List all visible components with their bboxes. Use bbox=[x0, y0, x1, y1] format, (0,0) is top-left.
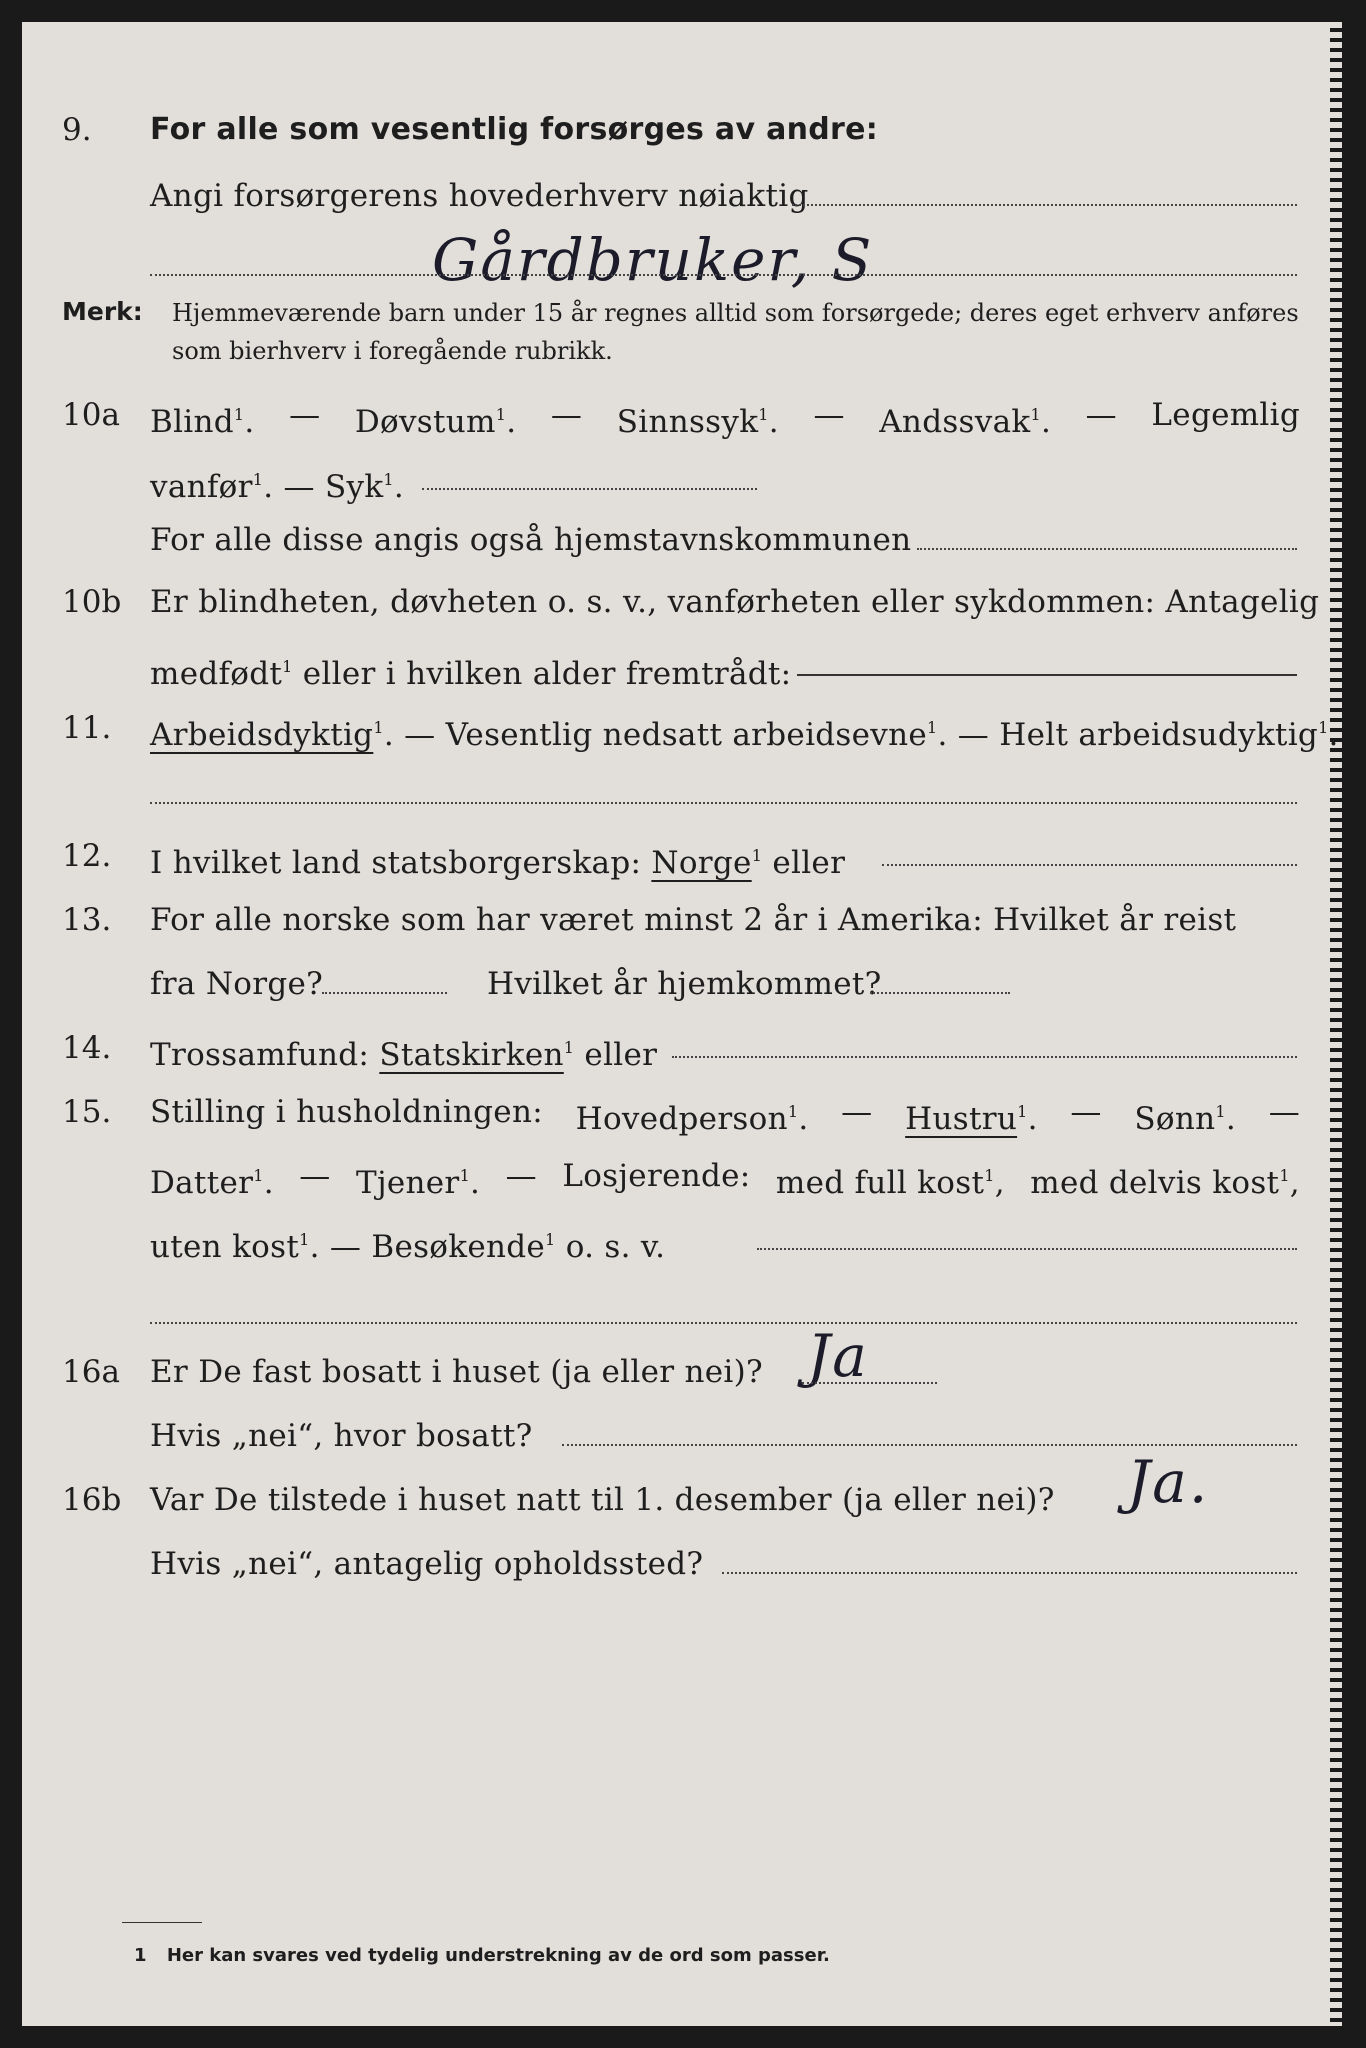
q12-line: I hvilket land statsborgerskap: Norge$^1$ eller bbox=[150, 845, 846, 881]
q10a-line2: vanfør$^1$. — Syk$^1$. bbox=[150, 469, 405, 505]
opt-delviskost: med delvis kost bbox=[1030, 1165, 1280, 1201]
merk-text: Hjemmeværende barn under 15 år regnes alltid som forsørgede; deres eget erhverv anføres som bierhverv i foregående rubrikk. bbox=[172, 299, 1299, 365]
q10b-fill-line bbox=[797, 674, 1297, 676]
q15-fill-line bbox=[757, 1248, 1297, 1250]
q14-prefix: Trossamfund: bbox=[150, 1037, 370, 1073]
q12-prefix: I hvilket land statsborgerskap: bbox=[150, 845, 642, 881]
opt-sonn: Sønn bbox=[1134, 1101, 1216, 1137]
q16b-fill-line bbox=[722, 1572, 1297, 1574]
q16a-fill-line2 bbox=[562, 1444, 1297, 1446]
footnote bbox=[134, 1945, 830, 1966]
q9-handwritten-answer: Gårdbruker, S bbox=[432, 226, 874, 294]
footnote-rule bbox=[122, 1922, 202, 1923]
q13-fill-line1 bbox=[322, 992, 447, 994]
q9-line2: Angi forsørgerens hovederhverv nøiaktig bbox=[150, 178, 809, 214]
q12-suffix: eller bbox=[772, 845, 846, 881]
q13-part1: fra Norge? bbox=[150, 966, 324, 1002]
opt-tjener: Tjener bbox=[355, 1165, 460, 1201]
q9-heading: For alle som vesentlig forsørges av andre: bbox=[150, 112, 879, 147]
q14-answer-underlined: Statskirken bbox=[379, 1037, 564, 1073]
q14-fill-line bbox=[672, 1056, 1297, 1058]
q12-answer-underlined: Norge bbox=[651, 845, 752, 881]
q12-fill-line bbox=[882, 864, 1297, 866]
q16a-number: 16a bbox=[62, 1354, 120, 1390]
q15-line1: Stilling i husholdningen: Hovedperson$^1$. — Hustru$^1$. — Sønn$^1$. — bbox=[150, 1082, 1300, 1149]
q14-line: Trossamfund: Statskirken$^1$ eller bbox=[150, 1037, 658, 1073]
opt-besokende: Besøkende bbox=[371, 1229, 546, 1265]
opt-vanfor: vanfør bbox=[150, 469, 253, 505]
opt-losjerende: Losjerende: bbox=[562, 1158, 751, 1194]
q14-suffix: eller bbox=[584, 1037, 658, 1073]
q10b-line1: Er blindheten, døvheten o. s. v., vanførheten eller sykdommen: Antagelig bbox=[150, 584, 1320, 620]
opt-hustru-underlined: Hustru bbox=[905, 1101, 1018, 1137]
q11-fill-line bbox=[150, 802, 1297, 804]
opt-fullkost: med full kost bbox=[775, 1165, 985, 1201]
opt-nedsatt: Vesentlig nedsatt arbeidsevne bbox=[445, 717, 928, 753]
q15-fill-line2 bbox=[150, 1322, 1297, 1324]
q13-line1: For alle norske som har været minst 2 år i Amerika: Hvilket år reist bbox=[150, 902, 1237, 938]
opt-udyktig: Helt arbeidsudyktig bbox=[999, 717, 1319, 753]
opt-dovstum: Døvstum bbox=[354, 404, 496, 440]
opt-sinnssyk: Sinnssyk bbox=[616, 404, 759, 440]
q9-answer-line bbox=[150, 274, 1297, 276]
opt-legemlig: Legemlig bbox=[1151, 397, 1300, 433]
q10b-number: 10b bbox=[62, 584, 122, 620]
q16a-handwritten-answer: Ja bbox=[807, 1322, 869, 1390]
perforated-edge bbox=[1330, 22, 1342, 2026]
q16a-line1: Er De fast bosatt i huset (ja eller nei)? bbox=[150, 1354, 763, 1390]
q16b-handwritten-answer: Ja. bbox=[1127, 1448, 1210, 1516]
q9-number: 9. bbox=[62, 112, 92, 148]
q9-fill-line bbox=[792, 204, 1297, 206]
q11-line: Arbeidsdyktig$^1$. — Vesentlig nedsatt arbeidsevne$^1$. — Helt arbeidsudyktig$^1$. bbox=[150, 717, 1339, 753]
q15-prefix: Stilling i husholdningen: bbox=[150, 1094, 543, 1130]
census-form-page bbox=[22, 22, 1342, 2026]
q10b-rest: eller i hvilken alder fremtrådt: bbox=[302, 656, 792, 692]
q16b-line2: Hvis „nei“, antagelig opholdssted? bbox=[150, 1546, 704, 1582]
opt-andssvak: Andssvak bbox=[879, 404, 1031, 440]
q11-number: 11. bbox=[62, 710, 112, 746]
opt-syk: Syk bbox=[324, 469, 384, 505]
q10a-number: 10a bbox=[62, 397, 120, 433]
q10a-home-fill-line bbox=[917, 548, 1297, 550]
q13-fill-line2 bbox=[870, 992, 1010, 994]
footnote-text: Her kan svares ved tydelig understrekning av de ord som passer. bbox=[166, 1945, 830, 1966]
q16a-fill-line bbox=[802, 1382, 937, 1384]
q15-osv: o. s. v. bbox=[565, 1229, 666, 1265]
q13-number: 13. bbox=[62, 902, 112, 938]
opt-utenkost: uten kost bbox=[150, 1229, 300, 1265]
q16b-line1: Var De tilstede i huset natt til 1. desember (ja eller nei)? bbox=[150, 1482, 1055, 1518]
q14-number: 14. bbox=[62, 1030, 112, 1066]
q15-line3: uten kost$^1$. — Besøkende$^1$ o. s. v. bbox=[150, 1229, 666, 1265]
q10a-fill-line bbox=[422, 488, 757, 490]
q16b-number: 16b bbox=[62, 1482, 122, 1518]
footnote-mark: 1 bbox=[134, 1945, 147, 1966]
opt-hovedperson: Hovedperson bbox=[575, 1101, 788, 1137]
q13-part2: Hvilket år hjemkommet? bbox=[487, 966, 882, 1002]
opt-arbeidsdyktig-underlined: Arbeidsdyktig bbox=[150, 717, 374, 753]
q15-line2: Datter$^1$. — Tjener$^1$. — Losjerende: med full kost$^1$, med delvis kost$^1$, bbox=[150, 1146, 1300, 1213]
q10b-line2: medfødt$^1$ eller i hvilken alder fremtrådt: bbox=[150, 656, 792, 692]
opt-medfodt: medfødt bbox=[150, 656, 283, 692]
q10a-line3: For alle disse angis også hjemstavnskommunen bbox=[150, 522, 912, 558]
q12-number: 12. bbox=[62, 838, 112, 874]
merk-label: Merk: bbox=[62, 297, 143, 326]
q15-number: 15. bbox=[62, 1094, 112, 1130]
opt-blind: Blind bbox=[150, 404, 234, 440]
opt-datter: Datter bbox=[150, 1165, 254, 1201]
q10a-line1: Blind$^1$. — Døvstum$^1$. — Sinnssyk$^1$. — Andssvak$^1$. — Legemlig bbox=[150, 385, 1300, 452]
q16a-line2: Hvis „nei“, hvor bosatt? bbox=[150, 1418, 533, 1454]
